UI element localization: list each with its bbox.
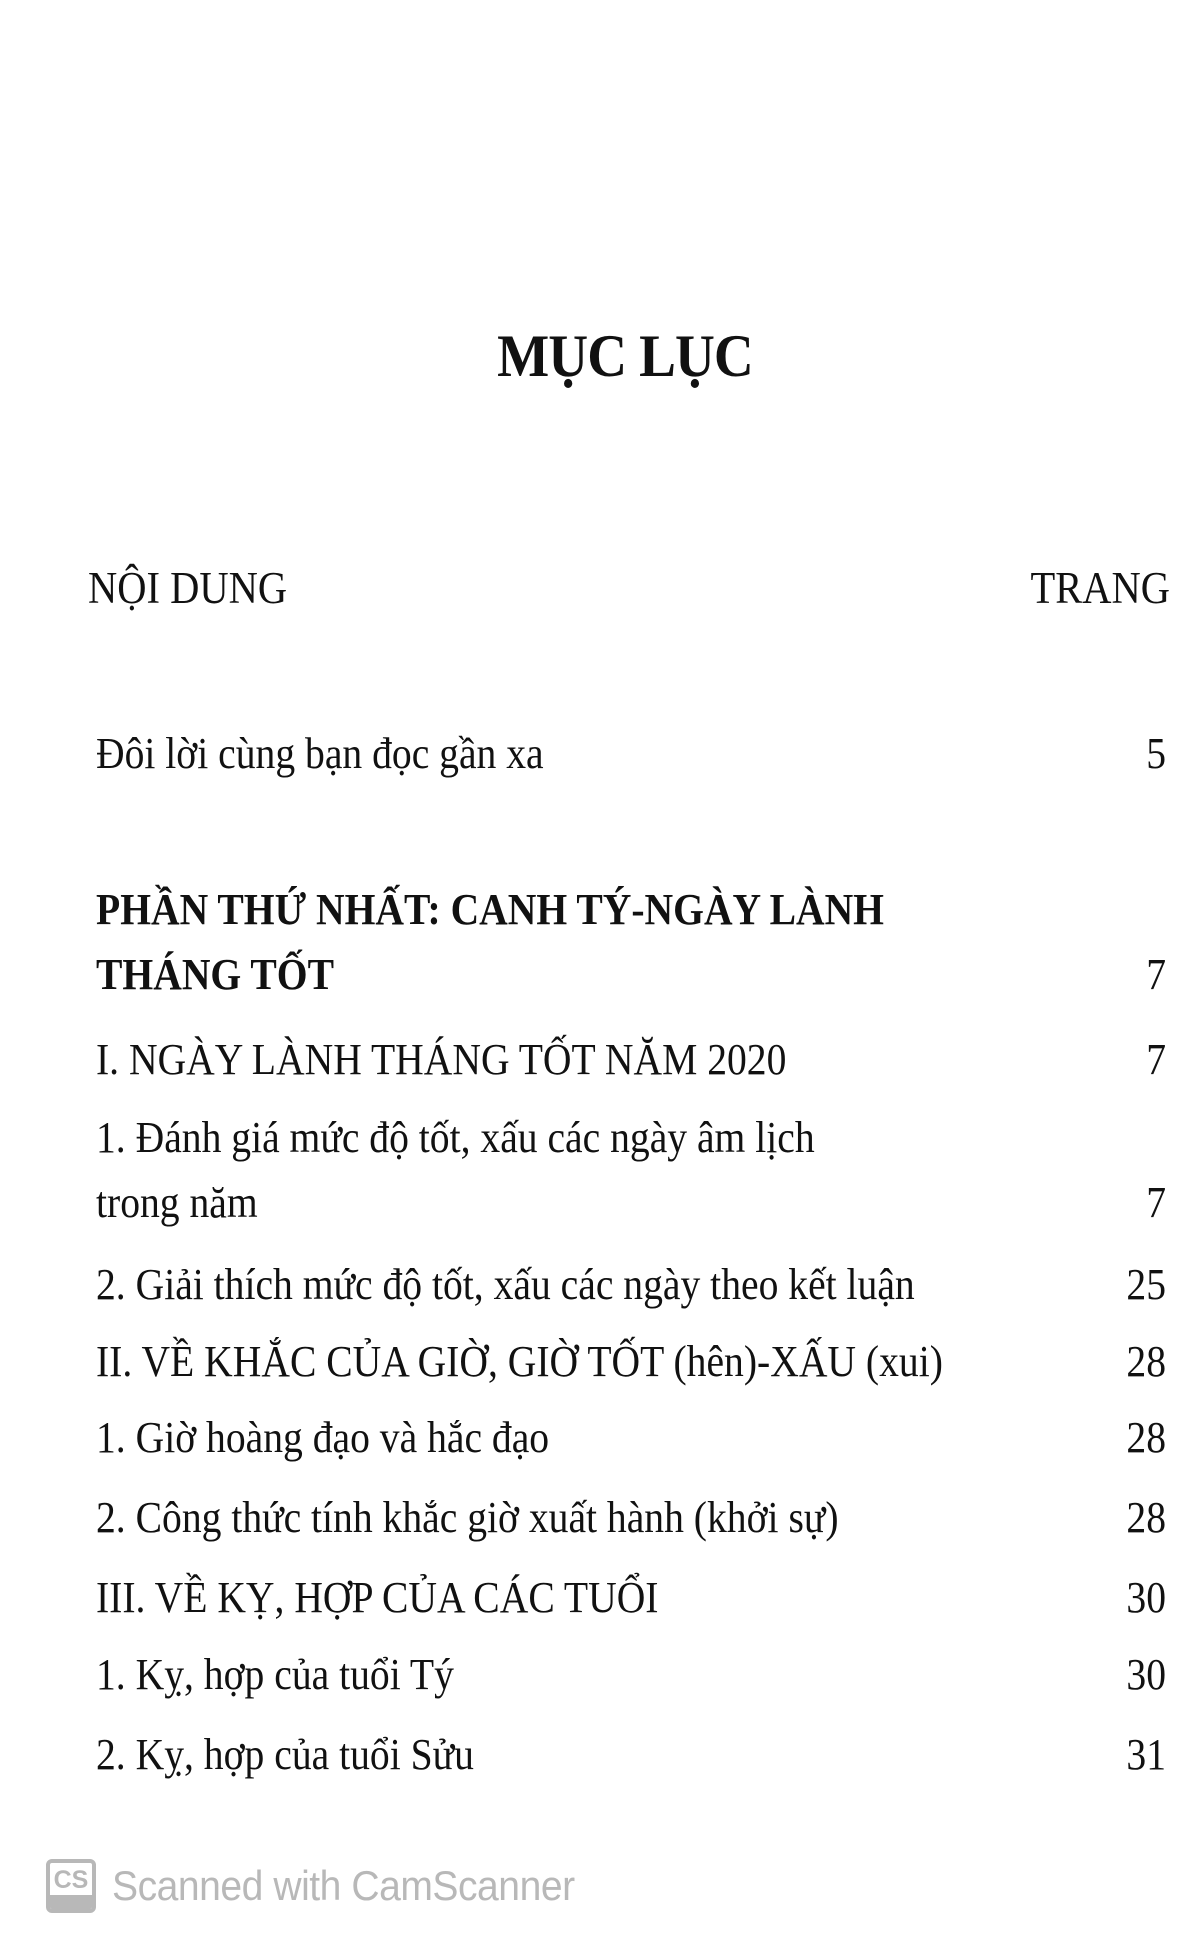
toc-entry-page: 28 [1126, 1337, 1166, 1386]
toc-entry-text: 2. Giải thích mức độ tốt, xấu các ngày theo kết luận [96, 1260, 915, 1309]
watermark-label: Scanned with CamScanner [112, 1862, 575, 1909]
camscanner-watermark [46, 1856, 609, 1916]
toc-entry-page: 28 [1126, 1493, 1166, 1542]
toc-entry-page: 30 [1126, 1573, 1166, 1622]
toc-entry-page: 7 [1146, 950, 1166, 999]
toc-entry-text: II. VỀ KHẮC CỦA GIỜ, GIỜ TỐT (hên)-XẤU (xui) [96, 1337, 943, 1386]
toc-entry-text: 1. Đánh giá mức độ tốt, xấu các ngày âm lịch [96, 1113, 815, 1162]
toc-entry-page: 5 [1146, 729, 1166, 778]
column-header-content: NỘI DUNG [88, 563, 288, 613]
toc-entry-page: 7 [1146, 1178, 1166, 1227]
column-header-page: TRANG [1030, 563, 1170, 613]
toc-entry-text: 2. Công thức tính khắc giờ xuất hành (khởi sự) [96, 1493, 839, 1542]
toc-entry-page: 31 [1126, 1730, 1166, 1779]
toc-entry-text: 2. Kỵ, hợp của tuổi Sửu [96, 1730, 474, 1779]
toc-entry-text: THÁNG TỐT [96, 950, 335, 999]
toc-entry-text: trong năm [96, 1178, 258, 1227]
toc-entry-text: I. NGÀY LÀNH THÁNG TỐT NĂM 2020 [96, 1035, 787, 1084]
toc-entry-page: 25 [1126, 1260, 1166, 1309]
toc-entry-page: 30 [1126, 1650, 1166, 1699]
toc-entry-text: 1. Giờ hoàng đạo và hắc đạo [96, 1413, 550, 1462]
toc-entry-text: PHẦN THỨ NHẤT: CANH TÝ-NGÀY LÀNH [96, 885, 884, 934]
toc-entry-page: 7 [1146, 1035, 1166, 1084]
toc-entry-text: 1. Kỵ, hợp của tuổi Tý [96, 1650, 454, 1699]
page-title: MỤC LỤC [497, 323, 753, 389]
toc-entry-page: 28 [1126, 1413, 1166, 1462]
camscanner-logo-icon: CS [46, 1859, 96, 1913]
toc-entry-text: III. VỀ KỴ, HỢP CỦA CÁC TUỔI [96, 1573, 659, 1622]
toc-entry-text: Đôi lời cùng bạn đọc gần xa [96, 729, 544, 778]
